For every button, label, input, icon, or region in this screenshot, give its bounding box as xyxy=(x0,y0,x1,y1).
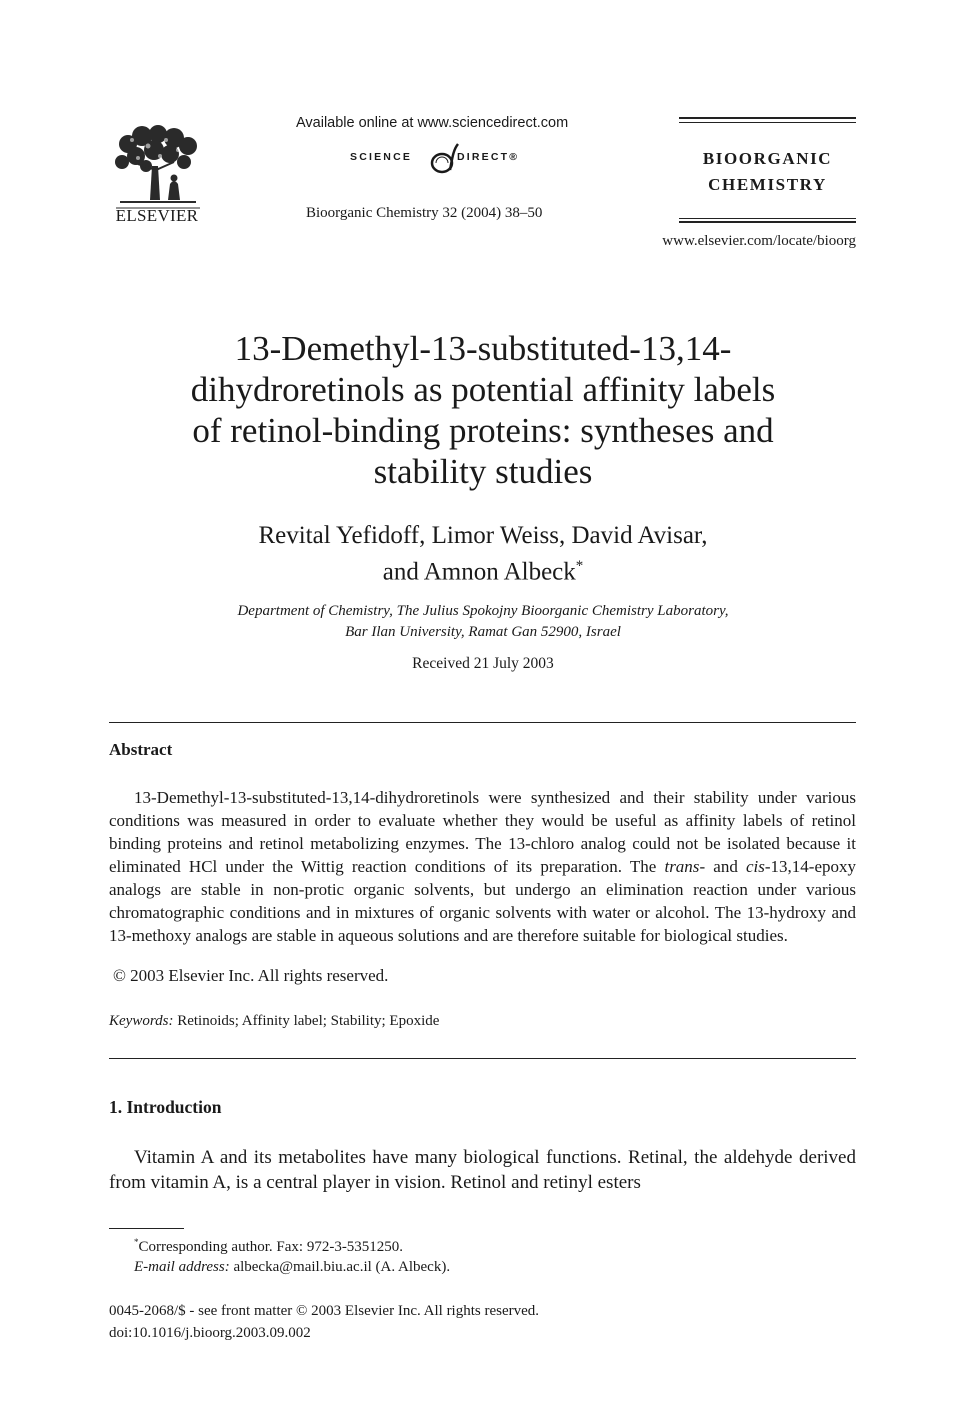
sciencedirect-d-icon xyxy=(428,142,460,176)
section-divider xyxy=(109,1058,856,1059)
title-line: dihydroretinols as potential affinity labels xyxy=(190,370,776,409)
abstract-heading: Abstract xyxy=(109,740,173,759)
keywords xyxy=(109,1013,439,1030)
available-online-text: Available online at www.sciencedirect.com xyxy=(296,115,569,131)
publisher-name: ELSEVIER xyxy=(115,206,199,225)
author-line: and Amnon Albeck* xyxy=(382,558,584,586)
introduction-heading: 1. Introduction xyxy=(109,1097,222,1117)
journal-url[interactable]: www.elsevier.com/locate/bioorg xyxy=(662,233,856,249)
journal-box-rule xyxy=(679,221,856,223)
journal-box-rule xyxy=(679,117,856,119)
sciencedirect-direct-word: DIRECT® xyxy=(457,151,520,163)
affiliation xyxy=(100,601,866,643)
journal-name xyxy=(679,146,856,198)
email-label: E-mail address: xyxy=(134,1259,230,1275)
issn-line: 0045-2068/$ - see front matter © 2003 Elsevier Inc. All rights reserved. xyxy=(109,1303,540,1319)
doi-link[interactable]: doi:10.1016/j.bioorg.2003.09.002 xyxy=(109,1325,311,1341)
journal-name-line: BIOORGANIC xyxy=(702,149,833,168)
affiliation-line: Bar Ilan University, Ramat Gan 52900, Israel xyxy=(345,624,621,640)
keywords-label: Keywords: xyxy=(109,1013,174,1029)
introduction-paragraph: Vitamin A and its metabolites have many biological functions. Retinal, the aldehyde derived from vitamin A, is a central player in vision. Retinol and retinyl esters xyxy=(109,1147,856,1193)
journal-citation: Bioorganic Chemistry 32 (2004) 38–50 xyxy=(306,205,543,221)
footnote-rule xyxy=(109,1228,184,1229)
journal-box-rule xyxy=(679,122,856,123)
received-date: Received 21 July 2003 xyxy=(412,655,554,672)
author-list xyxy=(100,520,866,587)
sciencedirect-science-word: SCIENCE xyxy=(350,151,413,163)
author-line: Revital Yefidoff, Limor Weiss, David Avisar, xyxy=(258,522,708,549)
keywords-list: Retinoids; Affinity label; Stability; Epoxide xyxy=(173,1013,440,1029)
article-title xyxy=(100,328,866,492)
affiliation-line: Department of Chemistry, The Julius Spokojny Bioorganic Chemistry Laboratory, xyxy=(237,603,729,619)
title-line: 13-Demethyl-13-substituted-13,14- xyxy=(234,329,732,368)
email-address[interactable]: albecka@mail.biu.ac.il (A. Albeck). xyxy=(229,1259,451,1275)
abstract-paragraph: 13-Demethyl-13-substituted-13,14-dihydroretinols were synthesized and their stability under various conditions was measured in order to evaluate whether they would be useful as affinity labels of retinol binding proteins and retinol metabolizing enzymes. The 13-chloro analog could not be isolated because it eliminated HCl under the Wittig reaction conditions of its preparation. The trans- and cis-13,14-epoxy analogs are stable in non-protic organic solvents, but undergo an elimination reaction under various chromatographic conditions and in mixtures of organic solvents with water or alcohol. The 13-hydroxy and 13-methoxy analogs are stable in aqueous solutions and are therefore suitable for biological studies. xyxy=(109,788,856,945)
title-line: of retinol-binding proteins: syntheses and xyxy=(192,411,774,450)
footnote-email xyxy=(134,1259,450,1276)
section-divider xyxy=(109,722,856,723)
sciencedirect-logo xyxy=(350,142,550,178)
introduction-body xyxy=(109,1145,856,1195)
footnote-corresponding: *Corresponding author. Fax: 972-3-5351250. xyxy=(134,1237,404,1255)
abstract-copyright: © 2003 Elsevier Inc. All rights reserved. xyxy=(113,966,389,985)
journal-box-rule xyxy=(679,218,856,219)
title-line: stability studies xyxy=(373,452,593,491)
journal-name-line: CHEMISTRY xyxy=(708,175,827,194)
abstract-body xyxy=(109,786,856,947)
corresponding-author-mark[interactable]: * xyxy=(575,558,584,574)
